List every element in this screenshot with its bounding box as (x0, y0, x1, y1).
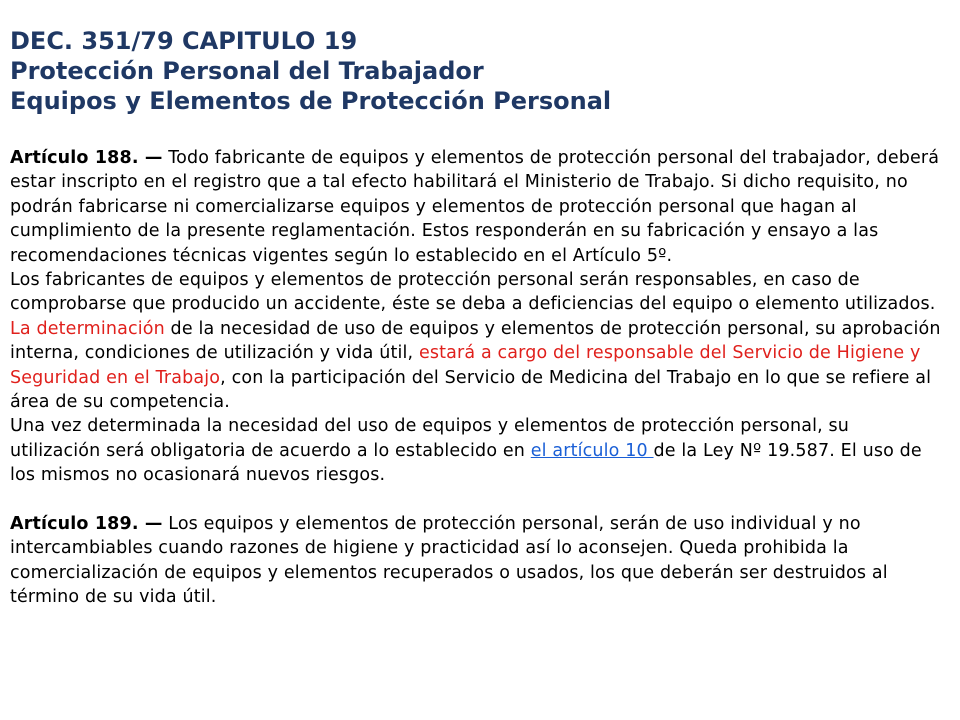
article-188-text: Todo fabricante de equipos y elementos de protección personal del trabajador, deberá estar inscripto en el registro que a tal efecto habilitará el Ministerio de Trabajo. Si dicho requisito, no podrán fabricarse ni comercializarse equipos y elementos de protección personal que hagan al cumplimiento de la presente reglamentación. Estos responderán en su fabricación y ensayo a las recomendaciones técnicas vigentes según lo establecido en el Artículo 5º. (10, 148, 940, 266)
highlight-responsible: estará a cargo del responsable del Servicio de Higiene y Seguridad en el Trabajo (10, 343, 921, 388)
document-body (10, 146, 942, 610)
article-10-link[interactable]: el artículo 10 (530, 440, 654, 461)
paragraph-3-text-a: de la necesidad de uso de equipos y elementos de protección personal, su aprobación interna, condiciones de utilización y vida útil, (10, 318, 941, 364)
article-188-paragraph-4 (10, 414, 942, 487)
paragraph-gap (10, 488, 942, 512)
decree-title: DEC. 351/79 CAPITULO 19 (10, 27, 358, 55)
paragraph-4-text-a: Una vez determinada la necesidad del uso de equipos y elementos de protección personal, su utilización será obligatoria de acuerdo a lo establecido en (10, 416, 850, 461)
article-188-paragraph-3 (10, 317, 942, 415)
article-189-text: Los equipos y elementos de protección personal, serán de uso individual y no intercambiables cuando razones de higiene y practicidad así lo aconsejen. Queda prohibida la comercialización de equipos y elementos recuperados o usados, los que deberán ser destruidos al término de su vida útil. (10, 514, 888, 608)
article-188-paragraph-2: Los fabricantes de equipos y elementos de protección personal serán responsables, en caso de comprobarse que producido un accidente, éste se deba a deficiencias del equipo o elemento utilizados. (10, 270, 936, 315)
article-188-label: Artículo 188. — (10, 148, 163, 168)
article-189-paragraph (10, 512, 942, 610)
document-heading (10, 26, 930, 116)
highlight-determination: La determinación (10, 318, 165, 339)
paragraph-4-text-b: de la Ley Nº 19.587. El uso de los mismos no ocasionará nuevos riesgos. (10, 440, 922, 486)
chapter-title: Protección Personal del Trabajador (10, 57, 484, 85)
article-188-paragraph-1 (10, 146, 942, 268)
section-title: Equipos y Elementos de Protección Personal (10, 87, 612, 115)
paragraph-3-text-b: , con la participación del Servicio de Medicina del Trabajo en lo que se refiere al área de su competencia. (10, 367, 932, 413)
article-189-label: Artículo 189. — (10, 514, 163, 535)
